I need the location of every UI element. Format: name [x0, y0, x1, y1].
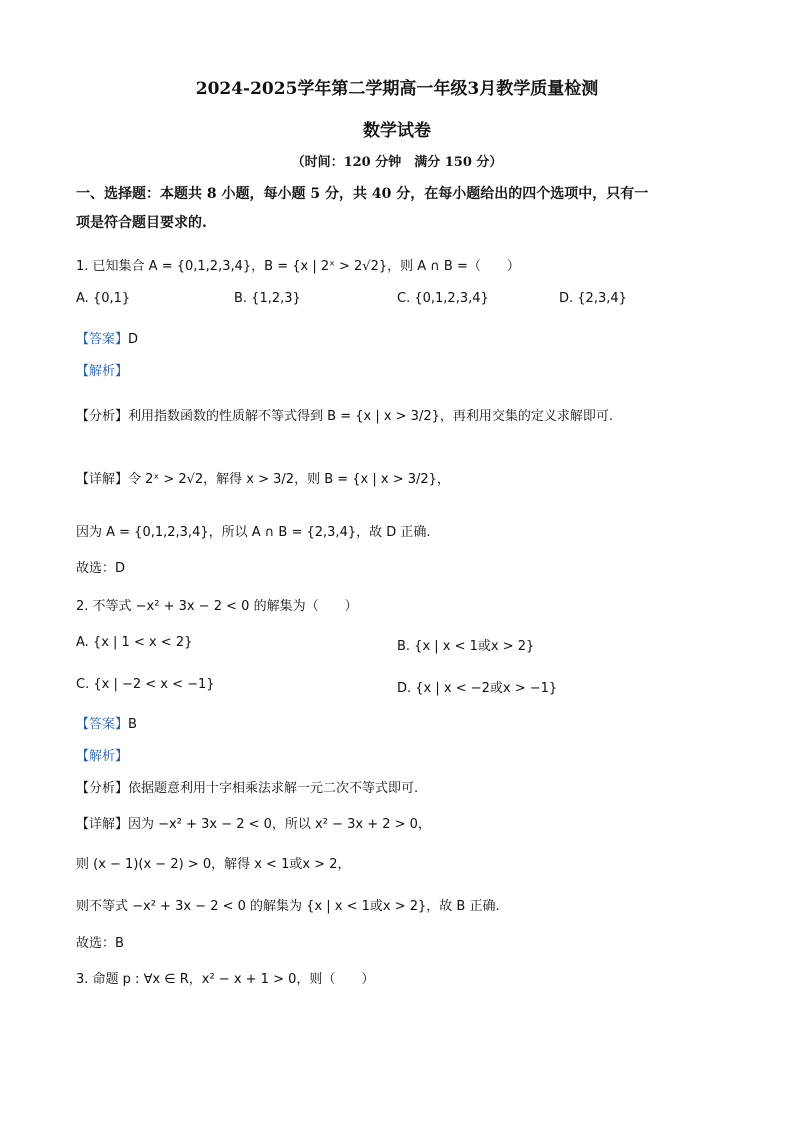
q2-stem: 2. 不等式 −x² + 3x − 2 < 0 的解集为（ ）	[76, 599, 358, 614]
analysis-label: 【分析】	[76, 409, 129, 424]
detail-text: 令 2ˣ > 2√2，解得 x > 3/2，则 B = {x | x > 3/2}，	[128, 472, 450, 487]
q1-option-d: D. {2,3,4}	[559, 291, 627, 306]
q1-stem: 1. 已知集合 A = {0,1,2,3,4}，B = {x | 2ˣ > 2√2}，则 A ∩ B =（ ）	[76, 259, 520, 274]
exam-meta: （时间：120 分钟 满分 150 分）	[291, 155, 503, 170]
q1-detail-2: 因为 A = {0,1,2,3,4}，所以 A ∩ B = {2,3,4}，故 D 正确.	[76, 525, 431, 540]
subject-title: 数学试卷	[363, 121, 431, 141]
q2-option-b: B. {x | x < 1或x > 2}	[397, 639, 535, 654]
q1-option-a: A. {0,1}	[76, 291, 131, 306]
answer-label: 【答案】	[76, 717, 129, 732]
section-heading-line1: 一、选择题：本题共 8 小题，每小题 5 分，共 40 分，在每小题给出的四个选项中，只有一	[76, 186, 649, 202]
q2-choose: 故选：B	[76, 936, 124, 951]
q1-option-c: C. {0,1,2,3,4}	[397, 291, 489, 306]
q2-detail-1	[76, 813, 431, 832]
q2-detail-2: 则 (x − 1)(x − 2) > 0，解得 x < 1或x > 2，	[76, 857, 351, 872]
q1-option-b: B. {1,2,3}	[234, 291, 301, 306]
q1-detail-1	[76, 468, 450, 487]
q2-answer	[76, 713, 137, 732]
section-heading-line2: 项是符合题目要求的.	[76, 215, 207, 231]
q1-answer	[76, 328, 138, 347]
q1-jiexi-label: 【解析】	[76, 364, 129, 379]
detail-label: 【详解】	[76, 817, 129, 832]
q3-stem: 3. 命题 p : ∀x ∈ R，x² − x + 1 > 0，则（ ）	[76, 972, 375, 987]
document-title: 2024-2025学年第二学期高一年级3月教学质量检测	[195, 79, 599, 99]
q2-jiexi-label: 【解析】	[76, 749, 129, 764]
answer-label: 【答案】	[76, 332, 129, 347]
detail-label: 【详解】	[76, 472, 129, 487]
q2-option-c: C. {x | −2 < x < −1}	[76, 677, 215, 692]
answer-value: B	[128, 717, 137, 732]
q1-choose: 故选：D	[76, 561, 126, 576]
q2-analysis	[76, 777, 418, 796]
analysis-label: 【分析】	[76, 781, 129, 796]
q2-detail-3: 则不等式 −x² + 3x − 2 < 0 的解集为 {x | x < 1或x > 2}，故 B 正确.	[76, 899, 500, 914]
q2-option-d: D. {x | x < −2或x > −1}	[397, 681, 558, 696]
analysis-text: 利用指数函数的性质解不等式得到 B = {x | x > 3/2}，再利用交集的定义求解即可.	[128, 409, 614, 424]
analysis-text: 依据题意利用十字相乘法求解一元二次不等式即可.	[128, 781, 419, 796]
answer-value: D	[128, 332, 139, 347]
q1-analysis	[76, 405, 613, 424]
q2-option-a: A. {x | 1 < x < 2}	[76, 635, 193, 650]
detail-text: 因为 −x² + 3x − 2 < 0，所以 x² − 3x + 2 > 0，	[128, 817, 431, 832]
